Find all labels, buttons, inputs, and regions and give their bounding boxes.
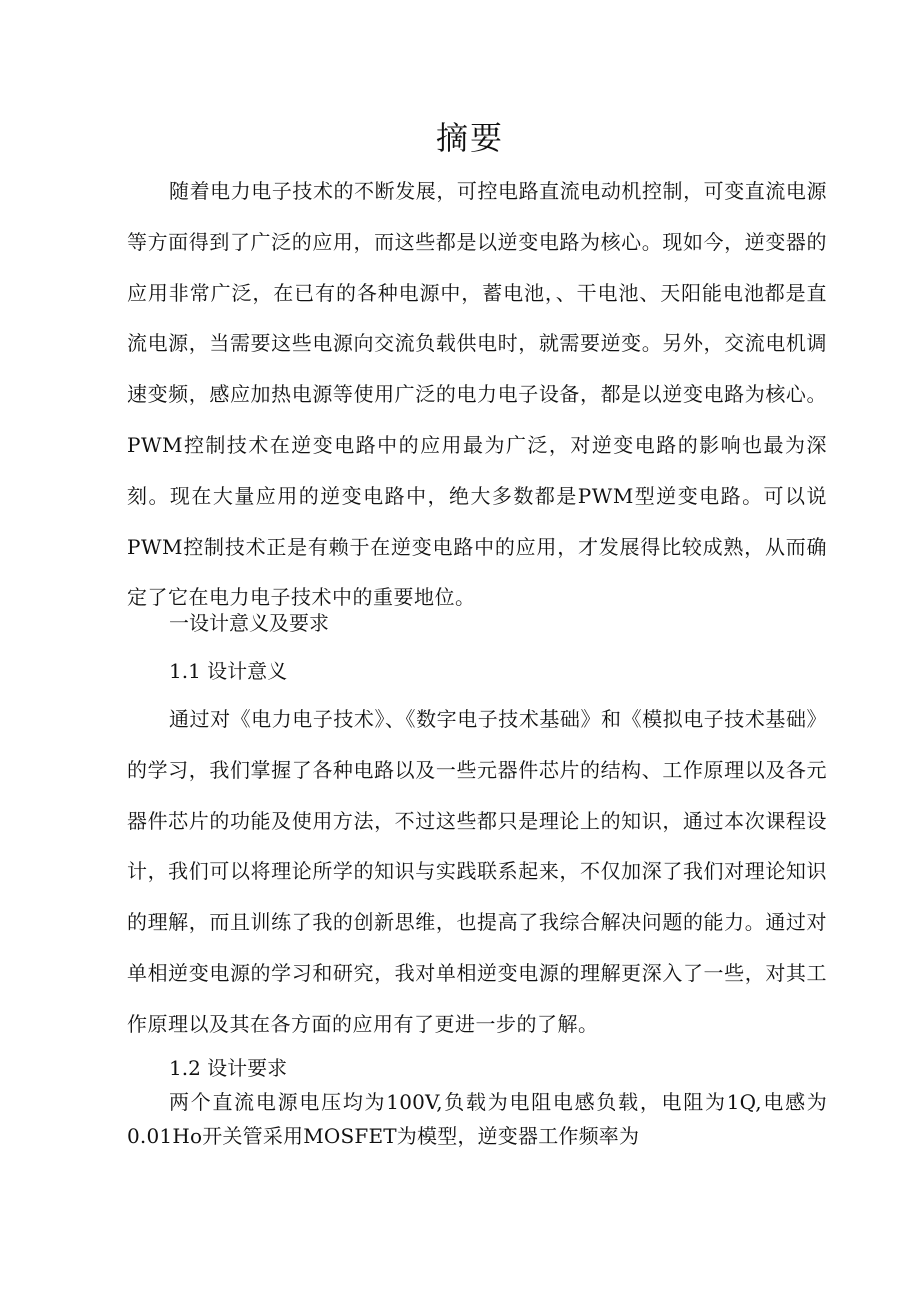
- subsection-2-heading: 1.2 设计要求: [169, 1056, 288, 1080]
- page-title: 摘要: [435, 119, 504, 157]
- subsection-2-paragraph: 两个直流电源电压均为100V,负载为电阻电感负载，电阻为1Q,电感为0.01Ho开关管采用MOSFET为模型，逆变器工作频率为: [127, 1090, 827, 1148]
- section-heading: 一设计意义及要求: [169, 611, 329, 635]
- subsection-1-paragraph: 通过对《电力电子技术》、《数字电子技术基础》和《模拟电子技术基础》的学习，我们掌握了各种电路以及一些元器件芯片的结构、工作原理以及各元器件芯片的功能及使用方法，不过这些都只是理论上的知识，通过本次课程设计，我们可以将理论所学的知识与实践联系起来，不仅加深了我们对理论知识的理解，而且训练了我的创新思维，也提高了我综合解决问题的能力。通过对单相逆变电源的学习和研究，我对单相逆变电源的理解更深入了一些，对其工作原理以及其在各方面的应用有了更进一步的了解。: [127, 707, 827, 1036]
- abstract-paragraph: 随着电力电子技术的不断发展，可控电路直流电动机控制，可变直流电源等方面得到了广泛的应用，而这些都是以逆变电路为核心。现如今，逆变器的应用非常广泛，在已有的各种电源中，蓄电池，、干电池、天阳能电池都是直流电源，当需要这些电源向交流负载供电时，就需要逆变。另外，交流电机调速变频，感应加热电源等使用广泛的电力电子设备，都是以逆变电路为核心。PWM控制技术在逆变电路中的应用最为广泛，对逆变电路的影响也最为深刻。现在大量应用的逆变电路中，绝大多数都是PWM型逆变电路。可以说PWM控制技术正是有赖于在逆变电路中的应用，才发展得比较成熟，从而确定了它在电力电子技术中的重要地位。: [127, 179, 827, 610]
- subsection-1-heading: 1.1 设计意义: [169, 659, 288, 683]
